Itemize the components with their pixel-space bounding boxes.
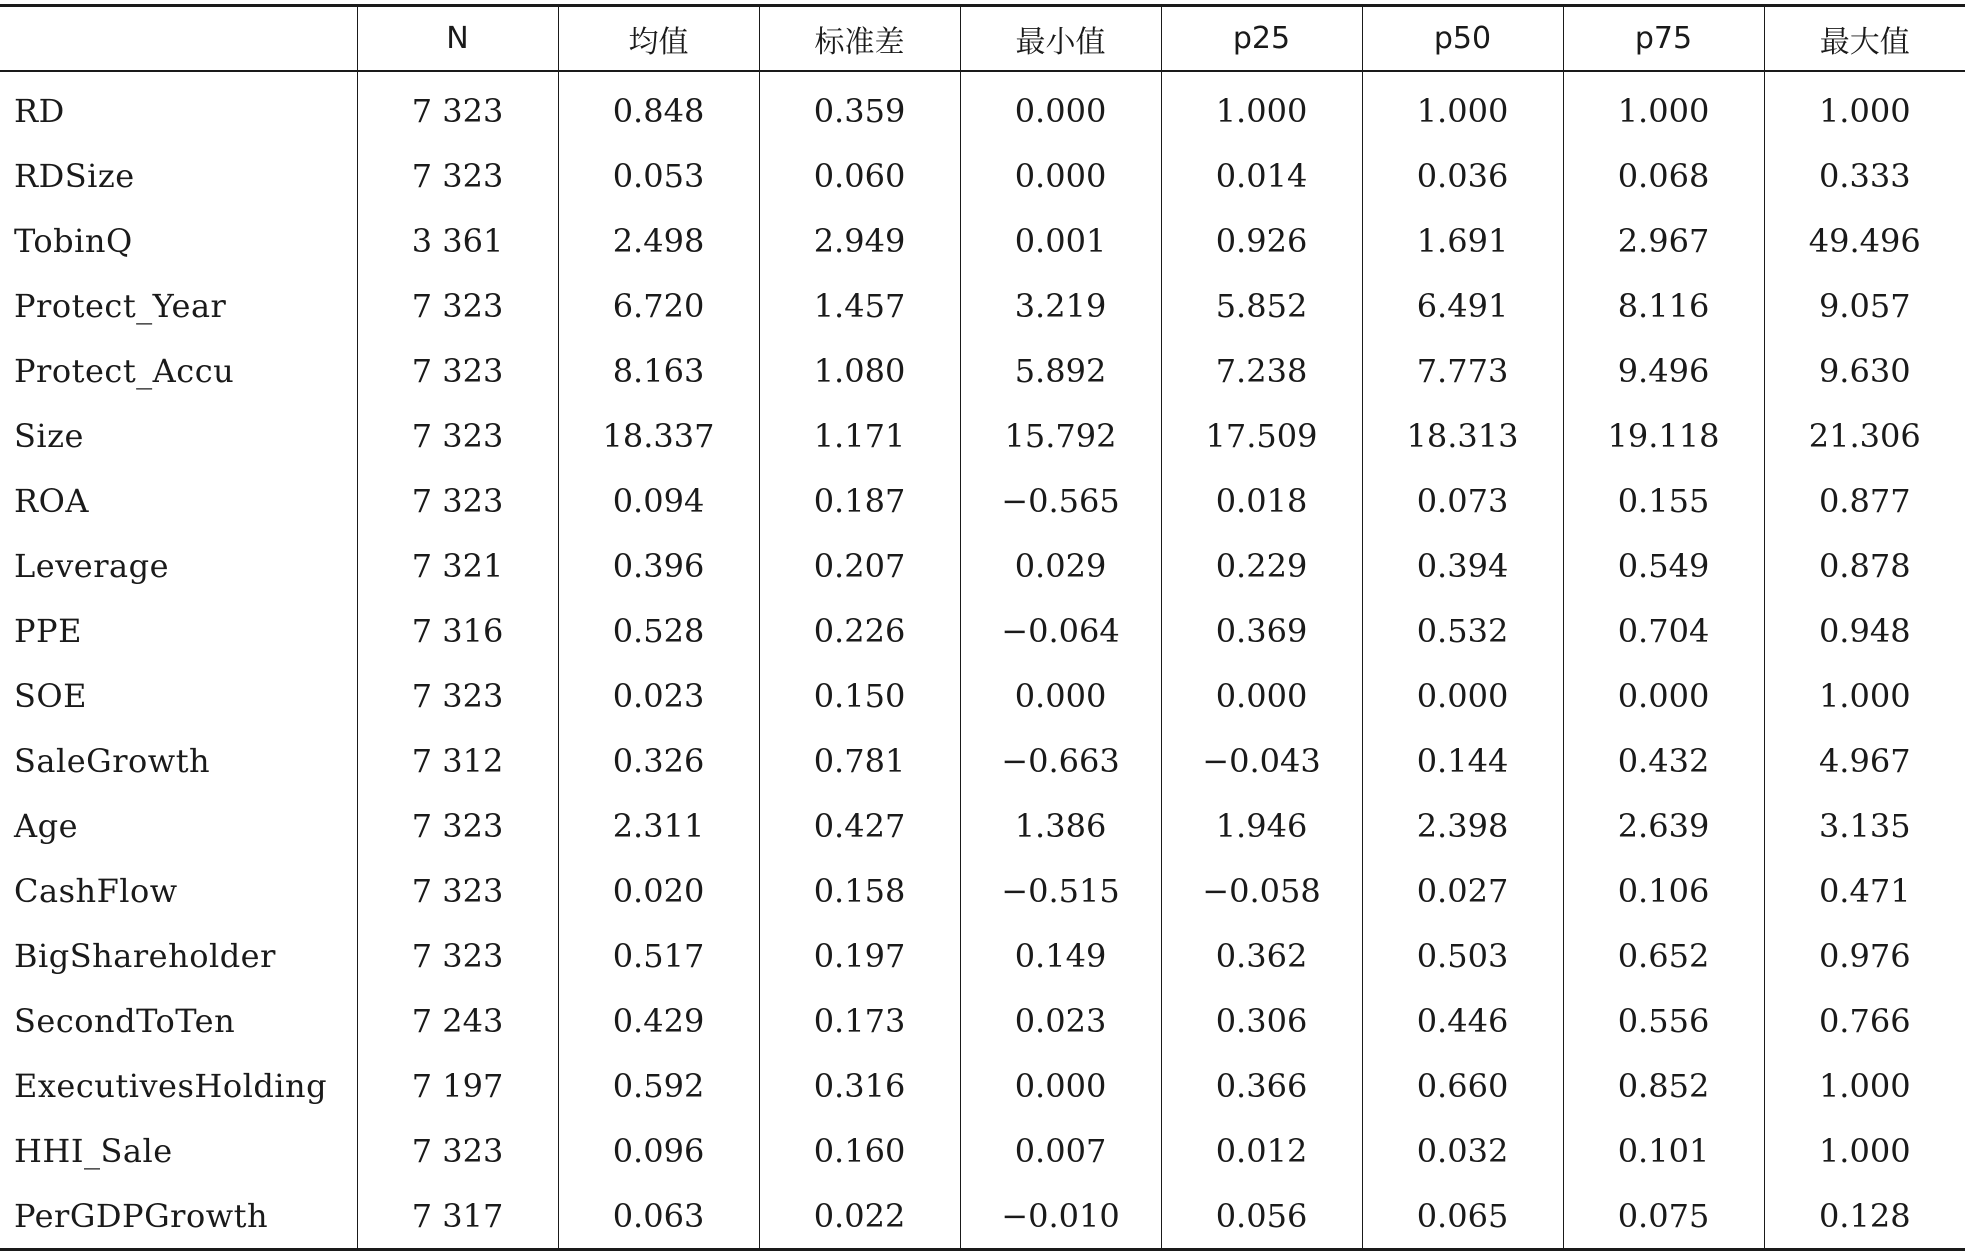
table-cell: 1.000	[1764, 1118, 1965, 1183]
table-cell: 0.362	[1161, 923, 1362, 988]
table-cell: 0.207	[759, 533, 960, 598]
table-cell: 0.144	[1362, 728, 1563, 793]
table-cell: 0.020	[558, 858, 759, 923]
table-cell: 0.075	[1563, 1183, 1764, 1250]
table-cell: 9.496	[1563, 338, 1764, 403]
table-row	[0, 598, 1965, 663]
row-label: Size	[14, 416, 84, 455]
table-cell: 0.446	[1362, 988, 1563, 1053]
table-cell: −0.043	[1161, 728, 1362, 793]
table-cell: 0.326	[558, 728, 759, 793]
table-row	[0, 988, 1965, 1053]
table-cell: 7 316	[357, 598, 558, 663]
table-cell: 0.432	[1563, 728, 1764, 793]
row-label: PerGDPGrowth	[0, 1183, 357, 1250]
table-cell: 1.000	[1764, 71, 1965, 143]
table-body	[0, 71, 1965, 1250]
row-label: Protect_Year	[14, 286, 227, 325]
table-cell: 3.135	[1764, 793, 1965, 858]
table-cell: −0.010	[960, 1183, 1161, 1250]
table-row	[0, 143, 1965, 208]
table-cell: −0.565	[960, 468, 1161, 533]
table-header	[0, 6, 1965, 72]
row-label: Protect_Accu	[14, 351, 235, 390]
table-cell: 7 323	[357, 468, 558, 533]
row-label: Leverage	[14, 546, 169, 585]
table-cell: 0.094	[558, 468, 759, 533]
table-cell: 0.197	[759, 923, 960, 988]
column-header: 标准差	[759, 6, 960, 72]
table-cell: 1.386	[960, 793, 1161, 858]
table-cell: 2.498	[558, 208, 759, 273]
table-cell: 0.187	[759, 468, 960, 533]
row-label: SOE	[14, 676, 88, 715]
table-row	[0, 728, 1965, 793]
table-cell: 2.398	[1362, 793, 1563, 858]
table-cell: 0.427	[759, 793, 960, 858]
table-cell: 49.496	[1764, 208, 1965, 273]
table-cell: 2.311	[558, 793, 759, 858]
table-cell: 7 323	[357, 923, 558, 988]
table-cell: 0.000	[960, 71, 1161, 143]
table-row	[0, 468, 1965, 533]
table-cell: 6.720	[558, 273, 759, 338]
table-cell: 0.101	[1563, 1118, 1764, 1183]
column-header: N	[357, 6, 558, 72]
table-cell: 2.949	[759, 208, 960, 273]
table-cell: 1.000	[1362, 71, 1563, 143]
table-cell: 7 312	[357, 728, 558, 793]
row-label: Age	[14, 806, 79, 845]
table-row	[0, 533, 1965, 598]
table-cell: 0.549	[1563, 533, 1764, 598]
table-row	[0, 793, 1965, 858]
table-cell: 0.366	[1161, 1053, 1362, 1118]
table-cell: 7 321	[357, 533, 558, 598]
table-cell: 0.394	[1362, 533, 1563, 598]
row-label: SaleGrowth	[14, 741, 211, 780]
table-cell: 0.878	[1764, 533, 1965, 598]
table-cell: 0.000	[1563, 663, 1764, 728]
table-cell: 0.014	[1161, 143, 1362, 208]
table-cell: 0.096	[558, 1118, 759, 1183]
table-cell: 7 197	[357, 1053, 558, 1118]
table-cell: 0.766	[1764, 988, 1965, 1053]
table-cell: 0.073	[1362, 468, 1563, 533]
table-cell: 0.000	[1161, 663, 1362, 728]
table-cell: 0.007	[960, 1118, 1161, 1183]
table-cell: 0.000	[960, 663, 1161, 728]
table-cell: 7 323	[357, 273, 558, 338]
table-cell: 0.704	[1563, 598, 1764, 663]
table-cell: 7 323	[357, 143, 558, 208]
table-cell: 9.057	[1764, 273, 1965, 338]
table-cell: 21.306	[1764, 403, 1965, 468]
header-row	[0, 6, 1965, 72]
table-cell: 0.068	[1563, 143, 1764, 208]
table-cell: 0.306	[1161, 988, 1362, 1053]
table-cell: 0.556	[1563, 988, 1764, 1053]
row-label: RD	[14, 91, 65, 130]
column-header: p50	[1362, 6, 1563, 72]
table-cell: 3 361	[357, 208, 558, 273]
table-cell: 0.158	[759, 858, 960, 923]
table-cell: 0.063	[558, 1183, 759, 1250]
table-row	[0, 858, 1965, 923]
table-cell: 0.781	[759, 728, 960, 793]
table-cell: 1.000	[1161, 71, 1362, 143]
table-row	[0, 338, 1965, 403]
column-header: p25	[1161, 6, 1362, 72]
table-cell: 0.036	[1362, 143, 1563, 208]
row-label: HHI_Sale	[14, 1131, 173, 1170]
table-cell: 0.517	[558, 923, 759, 988]
table-cell: 7.238	[1161, 338, 1362, 403]
table-cell: 0.001	[960, 208, 1161, 273]
table-cell: 0.528	[558, 598, 759, 663]
table-cell: 1.946	[1161, 793, 1362, 858]
table-cell: 5.892	[960, 338, 1161, 403]
table-cell: 0.023	[960, 988, 1161, 1053]
table-cell: 0.018	[1161, 468, 1362, 533]
table-cell: −0.515	[960, 858, 1161, 923]
column-header: 均值	[558, 6, 759, 72]
table-cell: 0.023	[558, 663, 759, 728]
column-header: p75	[1563, 6, 1764, 72]
table-cell: 0.155	[1563, 468, 1764, 533]
row-label: RDSize	[14, 156, 135, 195]
table-cell: 15.792	[960, 403, 1161, 468]
table-cell: 1.457	[759, 273, 960, 338]
table-cell: 0.429	[558, 988, 759, 1053]
table-cell: 8.163	[558, 338, 759, 403]
table-cell: 0.226	[759, 598, 960, 663]
table-cell: −0.064	[960, 598, 1161, 663]
table-cell: 0.000	[1362, 663, 1563, 728]
table-cell: 1.080	[759, 338, 960, 403]
row-label: ROA	[14, 481, 89, 520]
table-cell: 19.118	[1563, 403, 1764, 468]
table-cell: 0.229	[1161, 533, 1362, 598]
table-cell: 7 323	[357, 338, 558, 403]
row-label: CashFlow	[14, 871, 178, 910]
table-row	[0, 208, 1965, 273]
table-cell: 1.691	[1362, 208, 1563, 273]
table-cell: 0.056	[1161, 1183, 1362, 1250]
table-cell: 0.029	[960, 533, 1161, 598]
table-cell: 0.000	[960, 143, 1161, 208]
row-label: PPE	[14, 611, 82, 650]
table-row	[0, 1053, 1965, 1118]
table-cell: 0.316	[759, 1053, 960, 1118]
table-cell: 7 323	[357, 793, 558, 858]
table-cell: 0.060	[759, 143, 960, 208]
table-cell: 17.509	[1161, 403, 1362, 468]
table-cell: 7 323	[357, 1118, 558, 1183]
table-cell: 7 243	[357, 988, 558, 1053]
table-cell: 0.149	[960, 923, 1161, 988]
table-row	[0, 663, 1965, 728]
table-cell: 0.852	[1563, 1053, 1764, 1118]
table-cell: 7 323	[357, 403, 558, 468]
table-cell: 0.471	[1764, 858, 1965, 923]
table-cell: 0.333	[1764, 143, 1965, 208]
table-cell: 8.116	[1563, 273, 1764, 338]
row-label: SecondToTen	[14, 1001, 236, 1040]
table-cell: 0.848	[558, 71, 759, 143]
table-cell: 1.000	[1764, 663, 1965, 728]
table-cell: 7 323	[357, 858, 558, 923]
corner-header-cell	[0, 6, 357, 72]
row-label: TobinQ	[14, 221, 133, 260]
descriptive-statistics-table	[0, 4, 1965, 1251]
table-cell: 0.652	[1563, 923, 1764, 988]
table-cell: 3.219	[960, 273, 1161, 338]
table-row	[0, 403, 1965, 468]
table-cell: 0.022	[759, 1183, 960, 1250]
table-cell: 7 323	[357, 663, 558, 728]
table-cell: 1.000	[1764, 1053, 1965, 1118]
table-cell: 0.065	[1362, 1183, 1563, 1250]
table-cell: 9.630	[1764, 338, 1965, 403]
table-cell: 0.032	[1362, 1118, 1563, 1183]
table-cell: 7.773	[1362, 338, 1563, 403]
table-cell: 0.948	[1764, 598, 1965, 663]
table-cell: 0.000	[960, 1053, 1161, 1118]
table-row	[0, 1118, 1965, 1183]
table-cell: 0.396	[558, 533, 759, 598]
table-cell: 0.503	[1362, 923, 1563, 988]
table-cell: 0.106	[1563, 858, 1764, 923]
table-cell: 0.173	[759, 988, 960, 1053]
table-cell: 6.491	[1362, 273, 1563, 338]
table-cell: 18.337	[558, 403, 759, 468]
table-cell: 2.967	[1563, 208, 1764, 273]
table-cell: 0.926	[1161, 208, 1362, 273]
table-cell: 0.976	[1764, 923, 1965, 988]
table-row	[0, 273, 1965, 338]
table-cell: 0.012	[1161, 1118, 1362, 1183]
table-cell: 1.171	[759, 403, 960, 468]
table-cell: 7 317	[357, 1183, 558, 1250]
table-cell: 0.592	[558, 1053, 759, 1118]
table-cell: 0.877	[1764, 468, 1965, 533]
table-cell: 1.000	[1563, 71, 1764, 143]
table-cell: 18.313	[1362, 403, 1563, 468]
table-cell: −0.058	[1161, 858, 1362, 923]
table-cell: 4.967	[1764, 728, 1965, 793]
row-label: BigShareholder	[14, 936, 276, 975]
table-cell: 0.128	[1764, 1183, 1965, 1250]
table-cell: 0.369	[1161, 598, 1362, 663]
table-row	[0, 71, 1965, 143]
table-cell: 0.027	[1362, 858, 1563, 923]
table-cell: 0.150	[759, 663, 960, 728]
column-header: 最小值	[960, 6, 1161, 72]
table-row	[0, 923, 1965, 988]
table-cell: 2.639	[1563, 793, 1764, 858]
table-row	[0, 1183, 1965, 1250]
table-cell: 0.359	[759, 71, 960, 143]
table-cell: 0.660	[1362, 1053, 1563, 1118]
table-cell: 5.852	[1161, 273, 1362, 338]
table-cell: 7 323	[357, 71, 558, 143]
table-cell: 0.053	[558, 143, 759, 208]
row-label: ExecutivesHolding	[14, 1066, 328, 1105]
table-cell: −0.663	[960, 728, 1161, 793]
table-cell: 0.160	[759, 1118, 960, 1183]
column-header: 最大值	[1764, 6, 1965, 72]
table-cell: 0.532	[1362, 598, 1563, 663]
